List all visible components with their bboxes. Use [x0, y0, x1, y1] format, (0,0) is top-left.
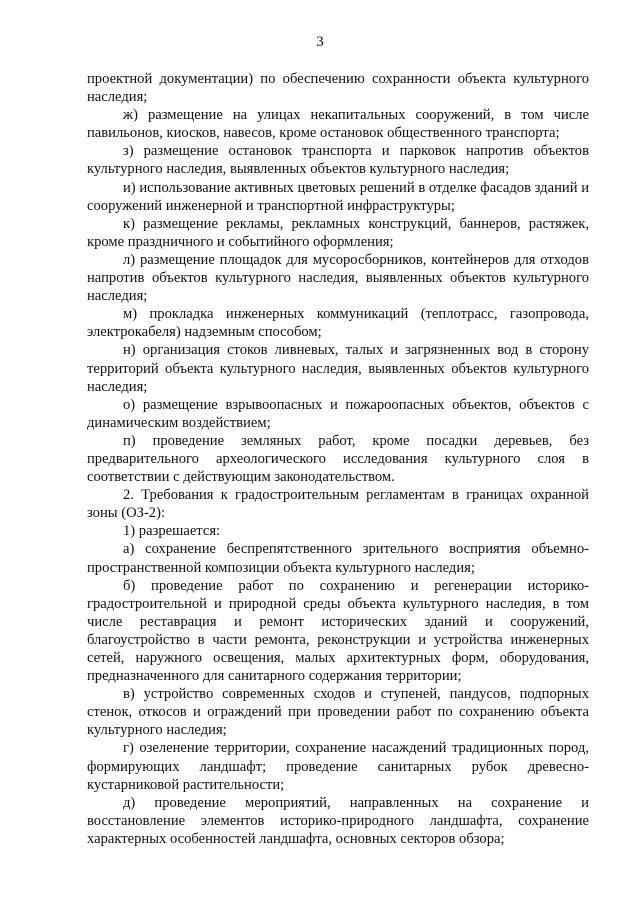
paragraph: б) проведение работ по сохранению и регенерации историко-градостроительной и природной среды объекта культурного наследия, в том числе реставрация и ремонт исторических зданий и сооружений, благоустройство в части ремонта, реконструкции и устройства инженерных сетей, наружного освещения, малых архитектурных форм, оборудования, предназначенного для санитарного содержания территории; [87, 577, 589, 685]
paragraph: з) размещение остановок транспорта и парковок напротив объектов культурного наследия, выявленных объектов культурного наследия; [87, 143, 589, 178]
paragraph: и) использование активных цветовых решений в отделке фасадов зданий и сооружений инженерной и транспортной инфраструктуры; [87, 179, 589, 214]
document-body [87, 70, 589, 848]
paragraph: проектной документации) по обеспечению сохранности объекта культурного наследия; [87, 71, 589, 106]
paragraph: м) прокладка инженерных коммуникаций (теплотрасс, газопровода, электрокабеля) надземным способом; [87, 306, 589, 341]
paragraph: 2. Требования к градостроительным регламентам в границах охранной зоны (ОЗ-2): [87, 487, 589, 522]
paragraph: п) проведение земляных работ, кроме посадки деревьев, без предварительного археологического исследования культурного слоя в соответствии с действующим законодательством. [87, 432, 589, 486]
paragraph: ж) размещение на улицах некапитальных сооружений, в том числе павильонов, киосков, навесов, кроме остановок общественного транспорта; [87, 107, 589, 142]
paragraph: а) сохранение беспрепятственного зрительного восприятия объемно-пространственной композиции объекта культурного наследия; [87, 541, 589, 576]
page-number: 3 [316, 34, 324, 50]
paragraph: д) проведение мероприятий, направленных на сохранение и восстановление элементов историко-природного ландшафта, сохранение характерных особенностей ландшафта, основных секторов обзора; [87, 794, 589, 847]
paragraph: о) размещение взрывоопасных и пожароопасных объектов, объектов с динамическим воздействием; [87, 396, 589, 431]
paragraph: г) озеленение территории, сохранение насаждений традиционных пород, формирующих ландшафт; проведение санитарных рубок древесно-кустарниковой растительности; [87, 740, 589, 793]
paragraph: 1) разрешается: [123, 523, 221, 540]
paragraph: н) организация стоков ливневых, талых и загрязненных вод в сторону территорий объекта культурного наследия, выявленных объектов культурного наследия; [87, 342, 589, 395]
paragraph: в) устройство современных сходов и ступеней, пандусов, подпорных стенок, откосов и ограждений при проведении работ по сохранению объекта культурного наследия; [87, 686, 589, 739]
paragraph: к) размещение рекламы, рекламных конструкций, баннеров, растяжек, кроме праздничного и событийного оформления; [87, 215, 589, 250]
paragraph: л) размещение площадок для мусоросборников, контейнеров для отходов напротив объектов культурного наследия, выявленных объектов культурного наследия; [87, 251, 589, 305]
